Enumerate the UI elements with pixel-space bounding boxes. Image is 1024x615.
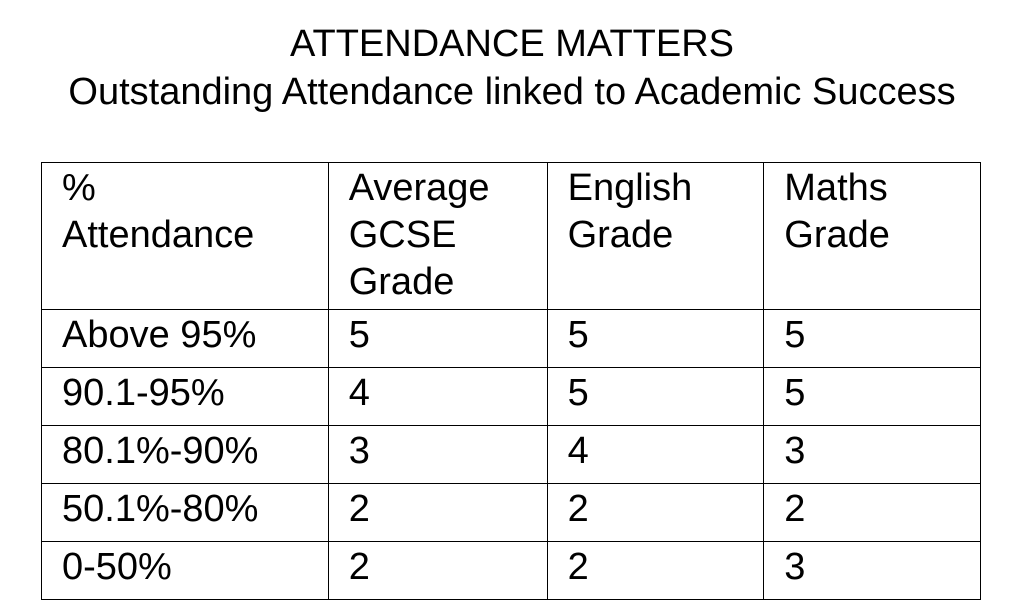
- page-title: [0, 20, 1024, 116]
- title-line-1: ATTENDANCE MATTERS: [289, 23, 735, 65]
- cell-maths: 5: [764, 310, 981, 368]
- header-line: GCSE: [348, 214, 457, 256]
- header-line: Average: [348, 167, 490, 209]
- cell-average-gcse: 5: [328, 310, 547, 368]
- cell-english: 2: [547, 542, 764, 600]
- cell-attendance: 50.1%-80%: [42, 484, 329, 542]
- attendance-table: [41, 162, 981, 600]
- table-row: [42, 484, 981, 542]
- cell-attendance: 80.1%-90%: [42, 426, 329, 484]
- table-row: [42, 542, 981, 600]
- header-maths-grade: [764, 163, 981, 310]
- cell-attendance: 0-50%: [42, 542, 329, 600]
- header-line: Maths: [784, 167, 888, 209]
- header-english-grade: [547, 163, 764, 310]
- header-line: English: [567, 167, 693, 209]
- header-line: Grade: [784, 214, 890, 256]
- table-header-row: [42, 163, 981, 310]
- table-row: [42, 368, 981, 426]
- header-line: Grade: [348, 261, 455, 303]
- cell-english: 5: [547, 368, 764, 426]
- cell-maths: 3: [764, 542, 981, 600]
- cell-average-gcse: 2: [328, 484, 547, 542]
- cell-maths: 2: [764, 484, 981, 542]
- header-line: Attendance: [62, 214, 255, 256]
- header-line: %: [62, 167, 96, 209]
- cell-average-gcse: 3: [328, 426, 547, 484]
- title-line-2: Outstanding Attendance linked to Academic Success: [68, 71, 956, 113]
- cell-attendance: Above 95%: [42, 310, 329, 368]
- header-average-gcse-grade: [328, 163, 547, 310]
- cell-maths: 5: [764, 368, 981, 426]
- cell-english: 5: [547, 310, 764, 368]
- cell-english: 2: [547, 484, 764, 542]
- table-row: [42, 426, 981, 484]
- header-attendance: [42, 163, 329, 310]
- cell-maths: 3: [764, 426, 981, 484]
- cell-average-gcse: 2: [328, 542, 547, 600]
- cell-attendance: 90.1-95%: [42, 368, 329, 426]
- table-row: [42, 310, 981, 368]
- header-line: Grade: [567, 214, 674, 256]
- cell-english: 4: [547, 426, 764, 484]
- cell-average-gcse: 4: [328, 368, 547, 426]
